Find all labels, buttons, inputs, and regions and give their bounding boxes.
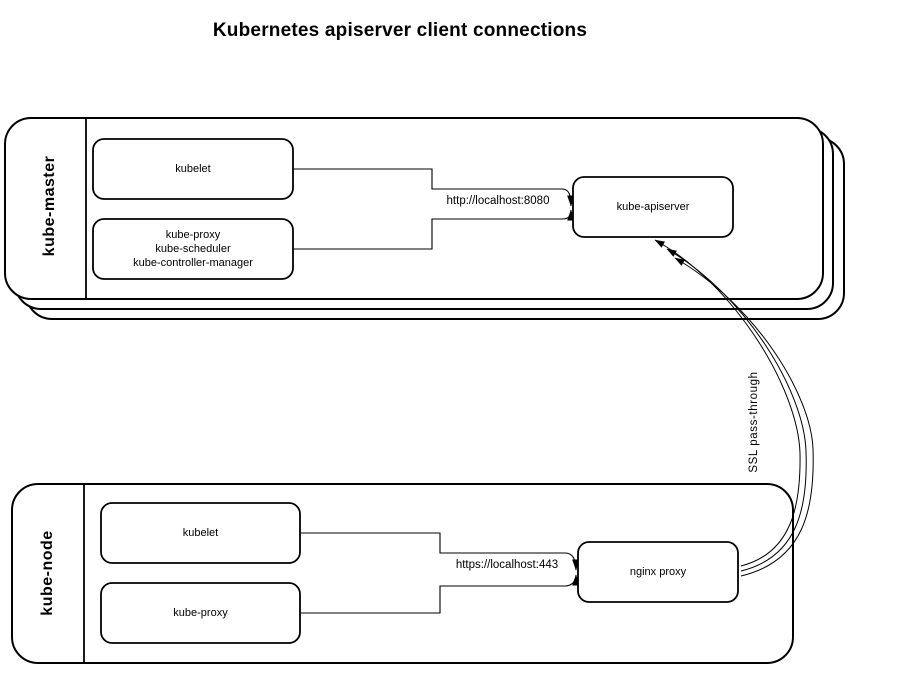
control-plane-line-2: kube-scheduler xyxy=(155,243,231,255)
control-plane-line-3: kube-controller-manager xyxy=(133,257,253,269)
node-edge-url-label: https://localhost:443 xyxy=(455,559,559,571)
kube-master-group-label: kube-master xyxy=(41,155,58,257)
kube-apiserver-label: kube-apiserver xyxy=(616,201,690,213)
nginx-proxy-label: nginx proxy xyxy=(629,566,687,578)
kube-node-group-label: kube-node xyxy=(39,530,56,616)
page-title: Kubernetes apiserver client connections xyxy=(212,20,588,41)
control-plane-line-1: kube-proxy xyxy=(165,229,221,241)
master-control-plane-label xyxy=(93,219,293,279)
node-kubelet-label: kubelet xyxy=(182,527,219,539)
master-edge-url-label: http://localhost:8080 xyxy=(446,195,550,207)
node-kube-proxy-label: kube-proxy xyxy=(173,607,228,619)
master-kubelet-label: kubelet xyxy=(175,163,211,175)
ssl-passthrough-label: SSL pass-through xyxy=(748,371,760,473)
